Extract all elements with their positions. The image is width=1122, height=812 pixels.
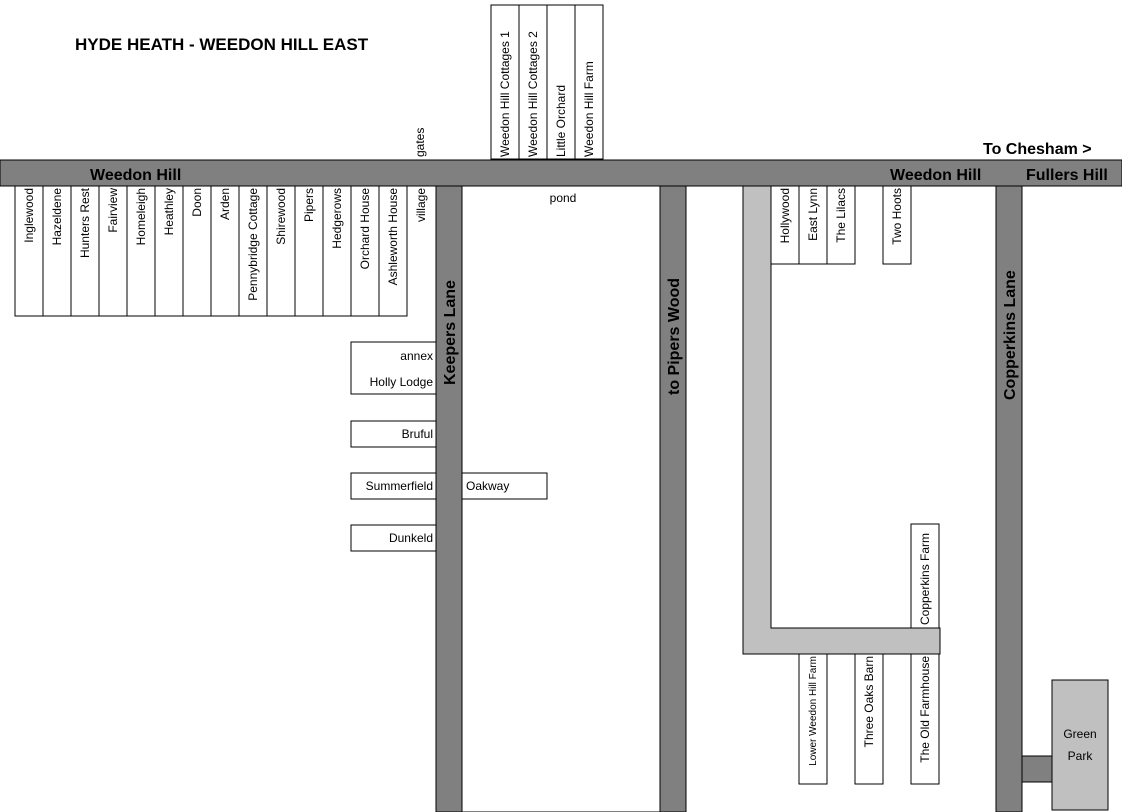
road-label-copperkins-lane: Copperkins Lane <box>1002 270 1019 400</box>
house-label: Doon <box>190 188 204 217</box>
house-label: East Lynn <box>806 188 820 241</box>
house-label: Little Orchard <box>554 84 568 157</box>
house-label: Weedon Hill Farm <box>582 61 596 157</box>
green-park <box>1052 680 1108 810</box>
house-label: Shirewood <box>274 188 288 245</box>
house-label: Two Hoots <box>890 188 904 245</box>
south-group-houses <box>799 654 939 784</box>
house-label: Homeleigh <box>134 188 148 246</box>
house-label: Pipers <box>302 188 316 223</box>
house-label: Inglewood <box>22 188 36 243</box>
gates-label: gates <box>413 127 427 157</box>
house-label: Holly Lodge <box>369 375 433 389</box>
house-label: Bruful <box>401 427 433 441</box>
north-houses <box>491 5 603 159</box>
house-label: Pennybridge Cottage <box>246 188 260 301</box>
house-label: Orchard House <box>358 188 372 270</box>
house-label: Hedgerows <box>330 188 344 249</box>
house-label: Summerfield <box>365 479 433 493</box>
house-label: Oakway <box>466 479 510 493</box>
house-label: Hazeldene <box>50 188 64 246</box>
house-label: The Old Farmhouse <box>918 656 932 763</box>
keepers-lane-west-houses <box>351 342 436 551</box>
east-group-houses <box>771 186 911 264</box>
house-label: annex <box>400 349 433 363</box>
house-label: Hunters Rest <box>78 188 92 259</box>
house-label: Weedon Hill Cottages 2 <box>526 31 540 157</box>
village-label: village <box>414 188 428 223</box>
road-label-weedon-hill-west: Weedon Hill <box>90 167 182 184</box>
house-label: Heathley <box>162 188 176 236</box>
house-label: The Lilacs <box>834 188 848 243</box>
keepers-lane-road <box>436 186 462 812</box>
green-park-label-1: Green <box>1063 727 1097 741</box>
house-label: Copperkins Farm <box>918 532 932 625</box>
house-label: Ashleworth House <box>386 188 400 286</box>
to-chesham-label: To Chesham > <box>983 141 1092 158</box>
road-label-pipers-wood: to Pipers Wood <box>666 277 683 395</box>
house-label: Hollywood <box>778 188 792 244</box>
house-label: Lower Weedon Hill Farm <box>808 656 819 766</box>
green-park-access <box>1022 756 1052 782</box>
house-label: Weedon Hill Cottages 1 <box>498 31 512 157</box>
road-label-weedon-hill-east: Weedon Hill <box>890 167 982 184</box>
house-label: Arden <box>218 188 232 221</box>
pond-label: pond <box>549 191 577 205</box>
road-label-keepers-lane: Keepers Lane <box>442 280 459 385</box>
south-row-houses <box>15 186 428 316</box>
house-label: Fairview <box>106 188 120 233</box>
road-label-fullers-hill: Fullers Hill <box>1026 167 1108 184</box>
house-label: Three Oaks Barn <box>862 656 876 748</box>
map-title: HYDE HEATH - WEEDON HILL EAST <box>75 35 369 54</box>
green-park-label-2: Park <box>1067 749 1093 763</box>
house-label: Dunkeld <box>388 531 433 545</box>
